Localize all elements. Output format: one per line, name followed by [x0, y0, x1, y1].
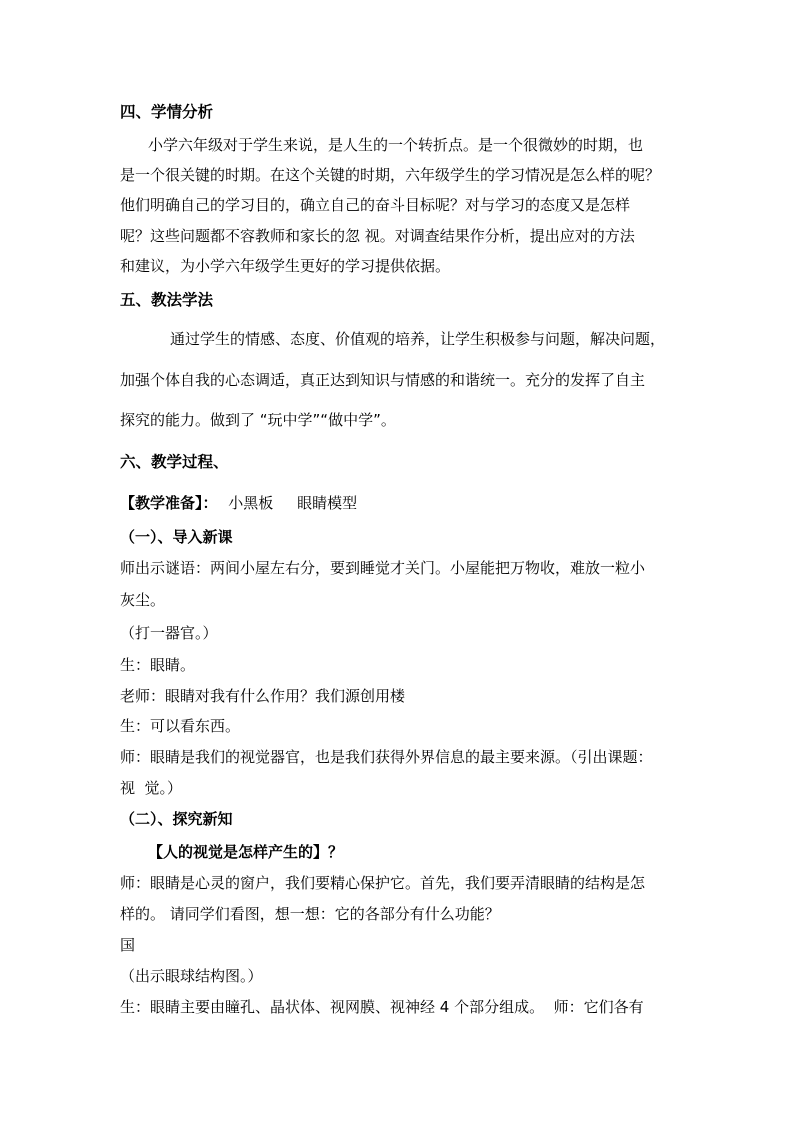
section-4-line-2: 是一个很关键的时期。在这个关键的时期，六年级学生的学习情况是怎么样的呢？ — [120, 166, 661, 184]
part-2-line-2: 样的。 请同学们看图，想一想：它的各部分有什么功能？ — [120, 905, 500, 923]
part-2-line-5: 生：眼睛主要由瞳孔、晶状体、视网膜、视神经 4 个部分组成。 师：它们各有 — [120, 998, 644, 1016]
part-1-line-1: 师出示谜语：两间小屋左右分，要到睡觉才关门。小屋能把万物收，难放一粒小 — [120, 559, 646, 577]
section-4-heading: 四、学情分析 — [120, 103, 214, 121]
part-2-line-3: 国 — [120, 936, 136, 954]
part-1-line-5: 老师：眼睛对我有什么作用？我们源创用楼 — [120, 687, 406, 705]
section-5-line-3: 探究的能力。做到了 “玩中学”“做中学”。 — [120, 411, 396, 429]
section-5-line-2: 加强个体自我的心态调适，真正达到知识与情感的和谐统一。充分的发挥了自主 — [120, 371, 646, 389]
part-1-line-2: 灰尘。 — [120, 591, 166, 609]
section-4-line-4: 呢？这些问题都不容教师和家长的忽 视。对调查结果作分析，提出应对的方法 — [120, 227, 635, 245]
section-4-line-3: 他们明确自己的学习目的，确立自己的奋斗目标呢？对与学习的态度又是怎样 — [120, 196, 631, 214]
section-5-heading: 五、教法学法 — [120, 291, 214, 309]
part-2-subheading: 【人的视觉是怎样产生的】？ — [148, 843, 344, 861]
part-1-line-4: 生：眼睛。 — [120, 656, 196, 674]
part-1-line-3: （打一器官。） — [120, 624, 218, 642]
section-5-line-1: 通过学生的情感、态度、价值观的培养，让学生积极参与问题，解决问题， — [170, 330, 666, 348]
part-1-line-7: 师：眼睛是我们的视觉器官，也是我们获得外界信息的最主要来源。（引出课题： — [120, 748, 653, 766]
part-1-line-8: 视 觉。） — [120, 779, 183, 797]
part-2-heading: （二）、探究新知 — [120, 810, 233, 828]
part-2-line-4: （出示眼球结构图。） — [120, 967, 263, 985]
section-6-heading: 六、教学过程、 — [120, 453, 229, 471]
part-1-heading: （一）、导入新课 — [120, 528, 233, 546]
section-4-line-5: 和建议，为小学六年级学生更好的学习提供依据。 — [120, 257, 451, 275]
teaching-prep — [120, 493, 357, 513]
teaching-prep-items: 小黑板 眼睛模型 — [228, 494, 358, 512]
teaching-prep-label: 【教学准备】： — [120, 494, 218, 512]
section-4-line-1: 小学六年级对于学生来说，是人生的一个转折点。是一个很微妙的时期，也 — [148, 136, 644, 154]
part-2-line-1: 师：眼睛是心灵的窗户，我们要精心保护它。首先，我们要弄清眼睛的结构是怎 — [120, 874, 646, 892]
part-1-line-6: 生：可以看东西。 — [120, 717, 241, 735]
